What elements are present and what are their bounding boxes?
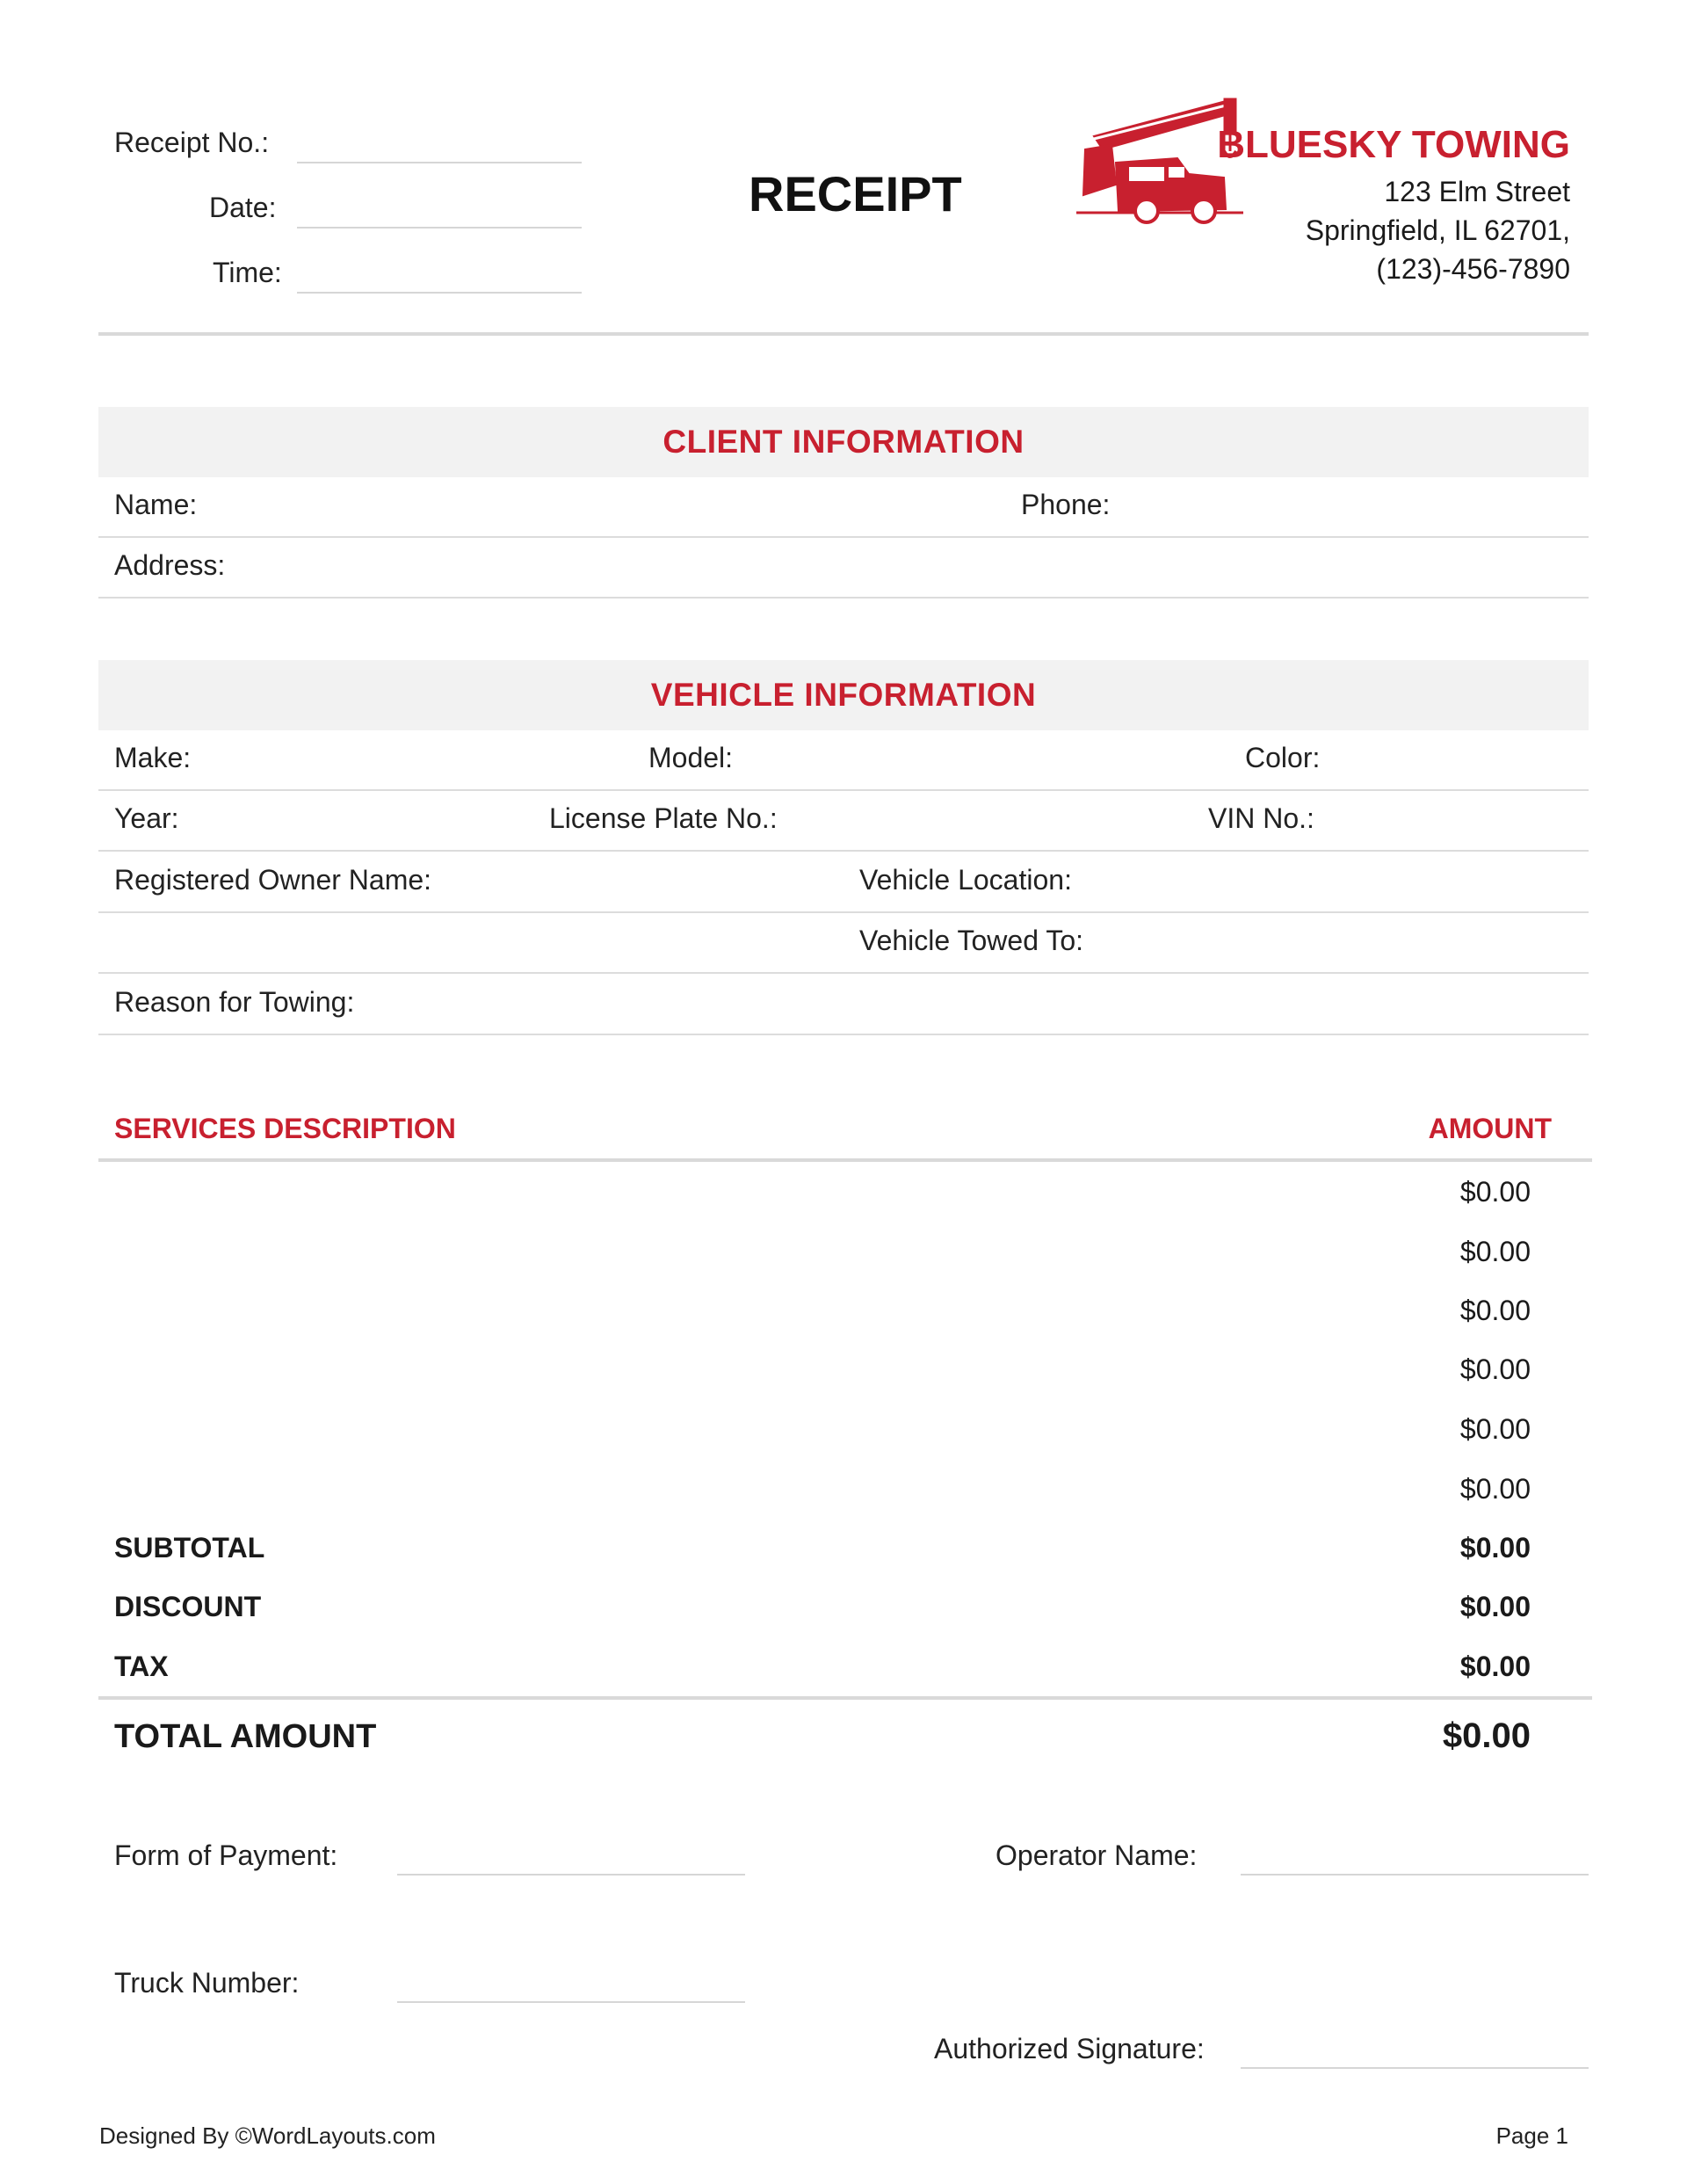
receipt-no-field[interactable] [297,162,582,163]
reason-label: Reason for Towing: [114,986,355,1018]
make-label: Make: [114,742,192,773]
services-header-divider [98,1158,1592,1162]
total-divider [98,1696,1592,1700]
payment-label: Form of Payment: [114,1839,338,1871]
owner-name-label: Registered Owner Name: [114,864,432,896]
subtotal-value: $0.00 [1459,1532,1531,1564]
color-label: Color: [1245,742,1321,773]
company-city: Springfield, IL 62701, [1305,214,1570,246]
client-name-label: Name: [114,489,198,520]
company-phone: (123)-456-7890 [1376,253,1570,285]
service-amount: $0.00 [1459,1473,1531,1505]
tax-label: TAX [114,1651,169,1682]
vehicle-row-divider [98,972,1589,974]
service-amount: $0.00 [1459,1295,1531,1326]
service-amount: $0.00 [1459,1413,1531,1445]
operator-field[interactable] [1241,1874,1589,1876]
vin-label: VIN No.: [1208,802,1314,834]
header-divider [98,332,1589,336]
date-field[interactable] [297,227,582,229]
client-section-title: CLIENT INFORMATION [98,407,1589,477]
subtotal-label: SUBTOTAL [114,1532,265,1564]
vehicle-towed-to-label: Vehicle Towed To: [859,925,1083,956]
truck-number-field[interactable] [397,2001,745,2003]
client-row-divider [98,597,1589,599]
discount-label: DISCOUNT [114,1591,262,1622]
year-label: Year: [114,802,179,834]
client-address-label: Address: [114,549,226,581]
services-desc-header: SERVICES DESCRIPTION [114,1113,456,1144]
company-name: BLUESKY TOWING [1217,123,1570,166]
payment-field[interactable] [397,1874,745,1876]
vehicle-location-label: Vehicle Location: [859,864,1072,896]
client-row-divider [98,536,1589,538]
operator-label: Operator Name: [996,1839,1198,1871]
page-title: RECEIPT [749,166,962,221]
time-label: Time: [213,257,282,288]
signature-label: Authorized Signature: [934,2033,1205,2064]
amount-header: AMOUNT [1428,1113,1552,1144]
designer-credit: Designed By ©WordLayouts.com [99,2122,436,2149]
page-number: Page 1 [1495,2122,1568,2149]
total-value: $0.00 [1442,1716,1531,1755]
truck-number-label: Truck Number: [114,1967,300,1999]
total-label: TOTAL AMOUNT [114,1718,377,1755]
company-street: 123 Elm Street [1384,176,1570,207]
receipt-no-label: Receipt No.: [114,127,270,158]
vehicle-section-title: VEHICLE INFORMATION [98,660,1589,730]
license-plate-label: License Plate No.: [549,802,778,834]
date-label: Date: [209,192,277,223]
vehicle-row-divider [98,911,1589,913]
service-amount: $0.00 [1459,1236,1531,1267]
vehicle-row-divider [98,1034,1589,1035]
vehicle-row-divider [98,850,1589,852]
discount-value: $0.00 [1459,1591,1531,1622]
signature-field[interactable] [1241,2067,1589,2069]
service-amount: $0.00 [1459,1176,1531,1208]
client-phone-label: Phone: [1021,489,1111,520]
service-amount: $0.00 [1459,1353,1531,1385]
tax-value: $0.00 [1459,1651,1531,1682]
model-label: Model: [648,742,734,773]
vehicle-row-divider [98,789,1589,791]
time-field[interactable] [297,292,582,294]
